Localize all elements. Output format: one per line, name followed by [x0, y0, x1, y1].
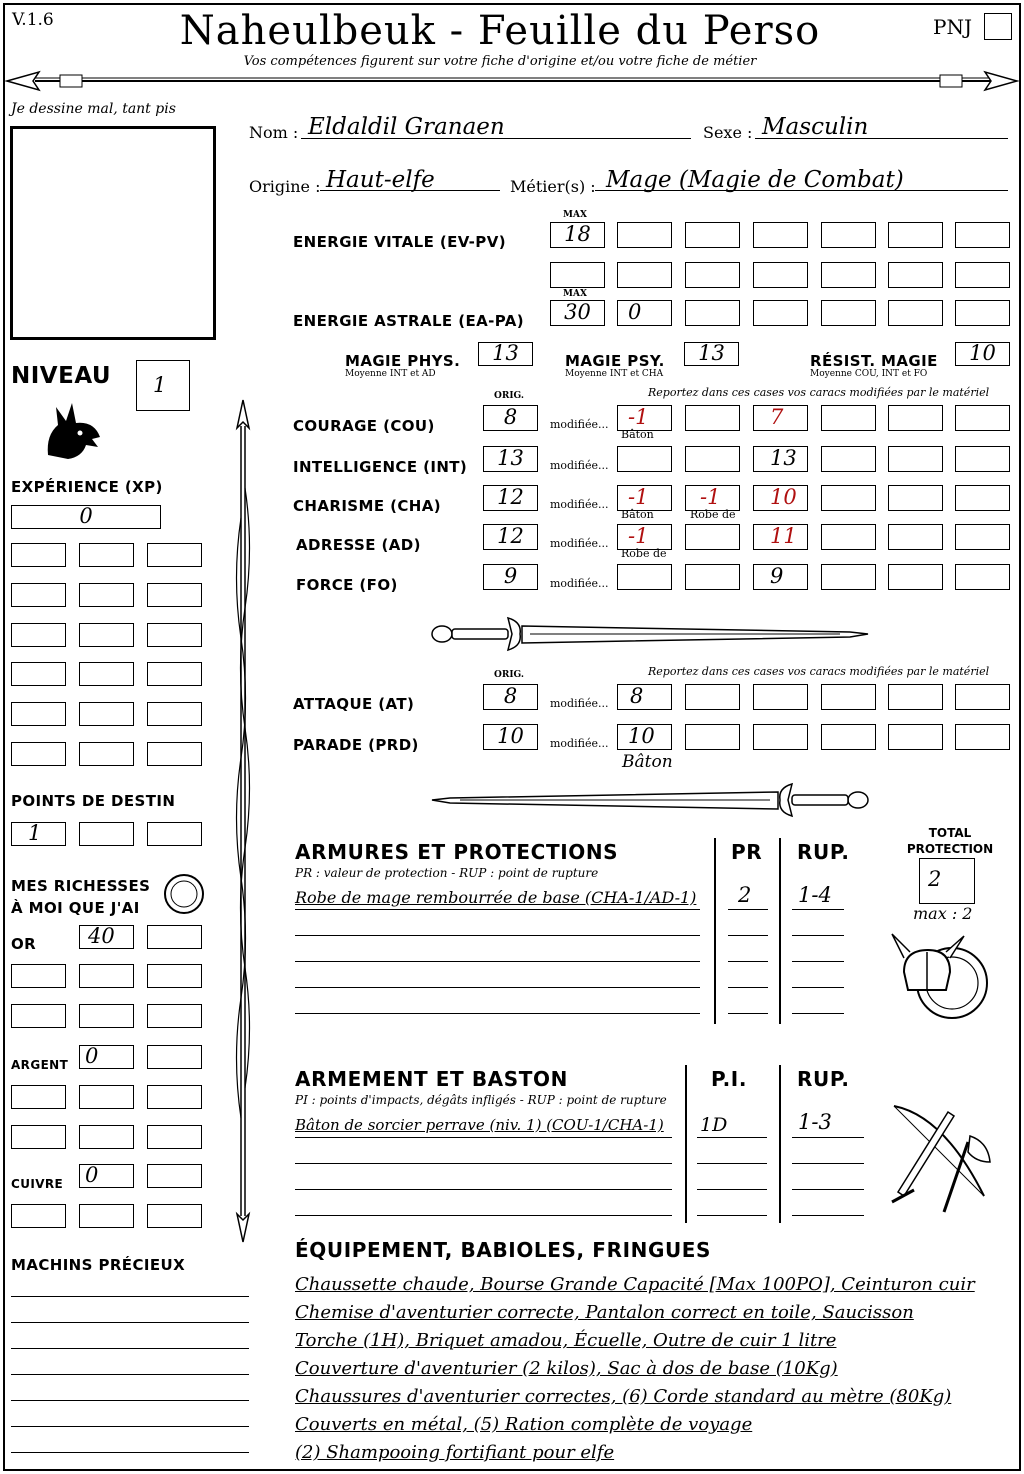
- ad-orig-box[interactable]: 12: [483, 524, 538, 550]
- equipement-line[interactable]: Couverts en métal, (5) Ration complète de voyage: [295, 1414, 753, 1435]
- niveau-box[interactable]: 1: [136, 360, 190, 411]
- int-mod-box[interactable]: [617, 446, 672, 472]
- page-title: Naheulbeuk - Feuille du Perso: [179, 8, 821, 54]
- rup-line[interactable]: [792, 1215, 864, 1216]
- at-mod-box[interactable]: [888, 684, 943, 710]
- ev-box[interactable]: [685, 262, 740, 288]
- column-divider: [685, 1065, 687, 1223]
- richesses-label: MES RICHESSES: [11, 877, 151, 895]
- ad-mod-note: Robe de: [621, 547, 667, 560]
- cou-total-box[interactable]: 7: [753, 405, 808, 431]
- fo-label: FORCE (FO): [296, 576, 398, 594]
- ev-box[interactable]: [685, 222, 740, 248]
- niveau-label: NIVEAU: [11, 363, 112, 389]
- machins-line[interactable]: [11, 1348, 249, 1349]
- int-label: INTELLIGENCE (INT): [293, 458, 468, 476]
- rup-line[interactable]: [792, 1137, 864, 1138]
- money-slot[interactable]: [79, 1204, 134, 1228]
- money-slot[interactable]: [147, 1125, 202, 1149]
- xp-label: EXPÉRIENCE (XP): [11, 478, 163, 496]
- money-slot[interactable]: [11, 1204, 66, 1228]
- coin-icon: [162, 872, 206, 916]
- or-label: OR: [11, 935, 37, 953]
- ea-box[interactable]: [888, 300, 943, 326]
- ev-box[interactable]: [955, 222, 1010, 248]
- total-protection-box[interactable]: 2: [919, 858, 975, 904]
- cha-mod-box[interactable]: [888, 485, 943, 511]
- magie-psy-box[interactable]: 13: [684, 342, 739, 366]
- prd-orig-box[interactable]: 10: [483, 724, 538, 750]
- modif-label: modifiée...: [550, 498, 609, 511]
- magie-phys-note: Moyenne INT et AD: [345, 369, 436, 379]
- prd-mod-box[interactable]: 10: [617, 724, 672, 750]
- at-label: ATTAQUE (AT): [293, 695, 415, 713]
- money-slot[interactable]: [79, 1004, 134, 1028]
- cou-mod-box[interactable]: [685, 405, 740, 431]
- ad-total-box[interactable]: 11: [753, 524, 808, 550]
- ev-box[interactable]: [617, 262, 672, 288]
- ev-box[interactable]: [888, 222, 943, 248]
- dragon-icon: [38, 395, 108, 465]
- money-slot[interactable]: [79, 1125, 134, 1149]
- at-mod-box[interactable]: [753, 684, 808, 710]
- money-slot[interactable]: [11, 1004, 66, 1028]
- modif-label: modifiée...: [550, 537, 609, 550]
- magie-psy-note: Moyenne INT et CHA: [565, 369, 664, 379]
- max-protection: max : 2: [913, 904, 973, 923]
- money-slot[interactable]: [79, 1085, 134, 1109]
- xp-box[interactable]: 0: [11, 505, 161, 529]
- cou-mod-note: Bâton: [621, 428, 654, 441]
- weapons-icon: [884, 1096, 1006, 1218]
- cha-mod-box[interactable]: [955, 485, 1010, 511]
- combat-orig-label: ORIG.: [494, 670, 525, 680]
- xp-slot[interactable]: [11, 742, 66, 766]
- money-slot[interactable]: [11, 964, 66, 988]
- fo-mod-box[interactable]: [685, 564, 740, 590]
- machins-line[interactable]: [11, 1296, 249, 1297]
- armement-title: ARMEMENT ET BASTON: [295, 1067, 568, 1091]
- ev-box[interactable]: [617, 222, 672, 248]
- pnj-checkbox[interactable]: [984, 13, 1012, 40]
- ev-box[interactable]: [955, 262, 1010, 288]
- modif-label: modifiée...: [550, 697, 609, 710]
- int-orig-box[interactable]: 13: [483, 446, 538, 472]
- cou-mod-box[interactable]: [955, 405, 1010, 431]
- rup-line[interactable]: [792, 987, 844, 988]
- ad-mod-box[interactable]: -1: [617, 524, 672, 550]
- or-box[interactable]: [147, 925, 202, 949]
- nom-value[interactable]: Eldaldil Granaen: [308, 114, 505, 140]
- magie-psy-label: MAGIE PSY.: [565, 352, 665, 370]
- modif-label: modifiée...: [550, 418, 609, 431]
- cha-label: CHARISME (CHA): [293, 497, 441, 515]
- origine-label: Origine :: [249, 177, 321, 196]
- ev-box[interactable]: [550, 262, 605, 288]
- helmet-shield-icon: [890, 928, 1000, 1028]
- xp-slot[interactable]: [11, 543, 66, 567]
- resist-magie-note: Moyenne COU, INT et FO: [810, 369, 928, 379]
- destin-box[interactable]: 1: [11, 822, 66, 846]
- portrait-box[interactable]: [10, 126, 216, 340]
- version-label: V.1.6: [12, 10, 54, 30]
- ad-mod-box[interactable]: [685, 524, 740, 550]
- magie-phys-box[interactable]: 13: [478, 342, 533, 366]
- xp-slot[interactable]: [79, 662, 134, 686]
- prd-mod-box[interactable]: [753, 724, 808, 750]
- armure-line[interactable]: [295, 987, 700, 988]
- arme-rup[interactable]: 1-3: [798, 1110, 832, 1134]
- money-slot[interactable]: [147, 964, 202, 988]
- ea-max-box[interactable]: 30: [550, 300, 605, 326]
- armement-rup-label: RUP.: [797, 1067, 850, 1091]
- at-mod-box[interactable]: 8: [617, 684, 672, 710]
- equipement-title: ÉQUIPEMENT, BABIOLES, FRINGUES: [295, 1238, 712, 1262]
- arme-line[interactable]: [295, 1215, 672, 1216]
- at-mod-box[interactable]: [685, 684, 740, 710]
- ad-mod-box[interactable]: [955, 524, 1010, 550]
- total-protection-label-2: PROTECTION: [906, 842, 994, 856]
- argent-box[interactable]: [147, 1045, 202, 1069]
- armure-item[interactable]: Robe de mage rembourrée de base (CHA-1/AD-1): [295, 888, 697, 907]
- metier-label: Métier(s) :: [510, 177, 596, 196]
- machins-line[interactable]: [11, 1400, 249, 1401]
- ea-max-label: MAX: [563, 289, 587, 299]
- ad-label: ADRESSE (AD): [296, 536, 421, 554]
- rup-line[interactable]: [792, 1189, 864, 1190]
- at-mod-box[interactable]: [821, 684, 876, 710]
- ea-box[interactable]: [753, 300, 808, 326]
- pr-line[interactable]: [728, 1013, 768, 1014]
- cha-mod-note: Bâton: [621, 508, 654, 521]
- armures-note: PR : valeur de protection - RUP : point de rupture: [295, 866, 599, 880]
- cou-label: COURAGE (COU): [293, 417, 435, 435]
- prd-mod-note: Bâton: [622, 752, 673, 772]
- fo-total-box[interactable]: 9: [753, 564, 808, 590]
- cha-orig-box[interactable]: 12: [483, 485, 538, 511]
- equipement-line[interactable]: Chaussures d'aventurier correctes, (6) Corde standard au mètre (80Kg): [295, 1386, 952, 1407]
- xp-slot[interactable]: [11, 623, 66, 647]
- equipement-line[interactable]: Couverture d'aventurier (2 kilos), Sac à dos de base (10Kg): [295, 1358, 838, 1379]
- total-protection-label: TOTAL: [928, 826, 972, 840]
- arme-line[interactable]: [295, 1163, 672, 1164]
- destin-label: POINTS DE DESTIN: [11, 792, 176, 810]
- xp-slot[interactable]: [11, 662, 66, 686]
- machins-line[interactable]: [11, 1322, 249, 1323]
- cuivre-label: CUIVRE: [11, 1177, 64, 1191]
- at-orig-box[interactable]: 8: [483, 684, 538, 710]
- resist-magie-box[interactable]: 10: [955, 342, 1010, 366]
- rup-line[interactable]: [792, 1163, 864, 1164]
- arme-item[interactable]: Bâton de sorcier perrave (niv. 1) (COU-1/CHA-1): [295, 1116, 664, 1134]
- pr-line[interactable]: [728, 935, 768, 936]
- column-divider: [779, 1065, 781, 1223]
- cuivre-box[interactable]: [147, 1164, 202, 1188]
- machins-label: MACHINS PRÉCIEUX: [11, 1256, 186, 1274]
- armures-title: ARMURES ET PROTECTIONS: [295, 840, 619, 864]
- armure-line[interactable]: [295, 909, 700, 910]
- int-mod-box[interactable]: [888, 446, 943, 472]
- rup-label: RUP.: [797, 840, 850, 864]
- vertical-spear-icon: [228, 398, 258, 1244]
- int-mod-box[interactable]: [955, 446, 1010, 472]
- destin-box[interactable]: [79, 822, 134, 846]
- fo-mod-box[interactable]: [888, 564, 943, 590]
- fo-mod-box[interactable]: [955, 564, 1010, 590]
- ea-label: ENERGIE ASTRALE (EA-PA): [293, 312, 525, 330]
- or-box[interactable]: 40: [79, 925, 134, 949]
- armure-line[interactable]: [295, 1013, 700, 1014]
- xp-slot[interactable]: [147, 742, 202, 766]
- xp-slot[interactable]: [147, 702, 202, 726]
- orig-label: ORIG.: [494, 391, 525, 401]
- ev-box[interactable]: [753, 262, 808, 288]
- arme-line[interactable]: [295, 1189, 672, 1190]
- prd-label: PARADE (PRD): [293, 736, 419, 754]
- arme-pi[interactable]: 1D: [700, 1114, 728, 1136]
- cha-total-box[interactable]: 10: [753, 485, 808, 511]
- int-mod-box[interactable]: [685, 446, 740, 472]
- equipement-line[interactable]: (2) Shampooing fortifiant pour elfe: [295, 1442, 615, 1463]
- xp-slot[interactable]: [147, 662, 202, 686]
- cha-mod-box[interactable]: -1: [685, 485, 740, 511]
- armure-rup[interactable]: 1-4: [798, 883, 832, 907]
- xp-slot[interactable]: [79, 702, 134, 726]
- report-note: Reportez dans ces cases vos caracs modifiées par le matériel: [648, 386, 990, 399]
- fo-mod-box[interactable]: [821, 564, 876, 590]
- money-slot[interactable]: [147, 1204, 202, 1228]
- ev-max-box[interactable]: 18: [550, 222, 605, 248]
- machins-line[interactable]: [11, 1426, 249, 1427]
- cou-mod-box[interactable]: -1: [617, 405, 672, 431]
- xp-slot[interactable]: [147, 623, 202, 647]
- cha-mod-note: Robe de: [690, 508, 736, 521]
- pr-line[interactable]: [728, 961, 768, 962]
- ev-box[interactable]: [888, 262, 943, 288]
- cou-mod-box[interactable]: [888, 405, 943, 431]
- sexe-value[interactable]: Masculin: [762, 114, 869, 140]
- sexe-label: Sexe :: [703, 123, 753, 142]
- int-mod-box[interactable]: [821, 446, 876, 472]
- modif-label: modifiée...: [550, 459, 609, 472]
- armure-pr[interactable]: 2: [738, 883, 752, 907]
- pr-line[interactable]: [728, 987, 768, 988]
- spear-divider: [5, 66, 1019, 96]
- magie-phys-label: MAGIE PHYS.: [345, 352, 461, 370]
- pi-line[interactable]: [697, 1189, 767, 1190]
- prd-mod-box[interactable]: [685, 724, 740, 750]
- rup-line[interactable]: [792, 909, 844, 910]
- ev-box[interactable]: [753, 222, 808, 248]
- portrait-caption: Je dessine mal, tant pis: [11, 101, 176, 117]
- ad-mod-box[interactable]: [888, 524, 943, 550]
- destin-box[interactable]: [147, 822, 202, 846]
- xp-slot[interactable]: [79, 623, 134, 647]
- rup-line[interactable]: [792, 1013, 844, 1014]
- metier-value[interactable]: Mage (Magie de Combat): [606, 167, 904, 193]
- xp-slot[interactable]: [147, 543, 202, 567]
- int-total-box[interactable]: 13: [753, 446, 808, 472]
- cha-mod-box[interactable]: -1: [617, 485, 672, 511]
- prd-mod-box[interactable]: [888, 724, 943, 750]
- armure-line[interactable]: [295, 961, 700, 962]
- money-slot[interactable]: [147, 1085, 202, 1109]
- ev-label: ENERGIE VITALE (EV-PV): [293, 233, 506, 251]
- armure-line[interactable]: [295, 935, 700, 936]
- ea-box[interactable]: [685, 300, 740, 326]
- ad-mod-box[interactable]: [821, 524, 876, 550]
- modif-label: modifiée...: [550, 737, 609, 750]
- money-slot[interactable]: [11, 1085, 66, 1109]
- xp-slot[interactable]: [147, 583, 202, 607]
- rup-line[interactable]: [792, 935, 844, 936]
- pi-line[interactable]: [697, 1137, 767, 1138]
- cuivre-box[interactable]: 0: [79, 1164, 134, 1188]
- arme-line[interactable]: [295, 1137, 672, 1138]
- pi-label: P.I.: [711, 1067, 748, 1091]
- xp-slot[interactable]: [11, 583, 66, 607]
- column-divider: [714, 838, 716, 1024]
- pi-line[interactable]: [697, 1215, 767, 1216]
- resist-magie-label: RÉSIST. MAGIE: [810, 352, 938, 370]
- ev-max-label: MAX: [563, 210, 587, 220]
- cou-mod-box[interactable]: [821, 405, 876, 431]
- money-slot[interactable]: [147, 1004, 202, 1028]
- origine-value[interactable]: Haut-elfe: [326, 167, 435, 193]
- pnj-label: PNJ: [933, 15, 972, 39]
- xp-slot[interactable]: [11, 702, 66, 726]
- money-slot[interactable]: [11, 1125, 66, 1149]
- richesses-label-2: À MOI QUE J'AI: [11, 899, 140, 917]
- fo-orig-box[interactable]: 9: [483, 564, 538, 590]
- xp-slot[interactable]: [79, 543, 134, 567]
- cou-orig-box[interactable]: 8: [483, 405, 538, 431]
- machins-line[interactable]: [11, 1374, 249, 1375]
- rup-line[interactable]: [792, 961, 844, 962]
- sword-illustration-icon: [430, 612, 870, 656]
- prd-mod-box[interactable]: [821, 724, 876, 750]
- pi-line[interactable]: [697, 1163, 767, 1164]
- pr-label: PR: [731, 840, 763, 864]
- armement-note: PI : points d'impacts, dégâts infligés - RUP : point de rupture: [295, 1093, 667, 1107]
- money-slot[interactable]: [79, 964, 134, 988]
- argent-label: ARGENT: [11, 1058, 69, 1072]
- equipement-line[interactable]: Chaussette chaude, Bourse Grande Capacité [Max 100PO], Ceinturon cuir: [295, 1274, 975, 1295]
- pr-line[interactable]: [728, 909, 768, 910]
- cha-mod-box[interactable]: [821, 485, 876, 511]
- argent-box[interactable]: 0: [79, 1045, 134, 1069]
- page-subtitle: Vos compétences figurent sur votre fiche d'origine et/ou votre fiche de métier: [243, 54, 757, 69]
- ev-box[interactable]: [821, 222, 876, 248]
- sword-illustration-icon: [430, 778, 870, 822]
- equipement-line[interactable]: Chemise d'aventurier correcte, Pantalon correct en toile, Saucisson: [295, 1302, 914, 1323]
- xp-slot[interactable]: [79, 583, 134, 607]
- ev-box[interactable]: [821, 262, 876, 288]
- equipement-line[interactable]: Torche (1H), Briquet amadou, Écuelle, Outre de cuir 1 litre: [295, 1330, 837, 1351]
- combat-report-note: Reportez dans ces cases vos caracs modifiées par le matériel: [648, 665, 990, 678]
- machins-line[interactable]: [11, 1452, 249, 1453]
- column-divider: [779, 838, 781, 1024]
- nom-label: Nom :: [249, 123, 299, 142]
- ea-box[interactable]: [955, 300, 1010, 326]
- prd-mod-box[interactable]: [955, 724, 1010, 750]
- ea-box[interactable]: [821, 300, 876, 326]
- at-mod-box[interactable]: [955, 684, 1010, 710]
- ea-box[interactable]: 0: [617, 300, 672, 326]
- modif-label: modifiée...: [550, 577, 609, 590]
- xp-slot[interactable]: [79, 742, 134, 766]
- fo-mod-box[interactable]: [617, 564, 672, 590]
